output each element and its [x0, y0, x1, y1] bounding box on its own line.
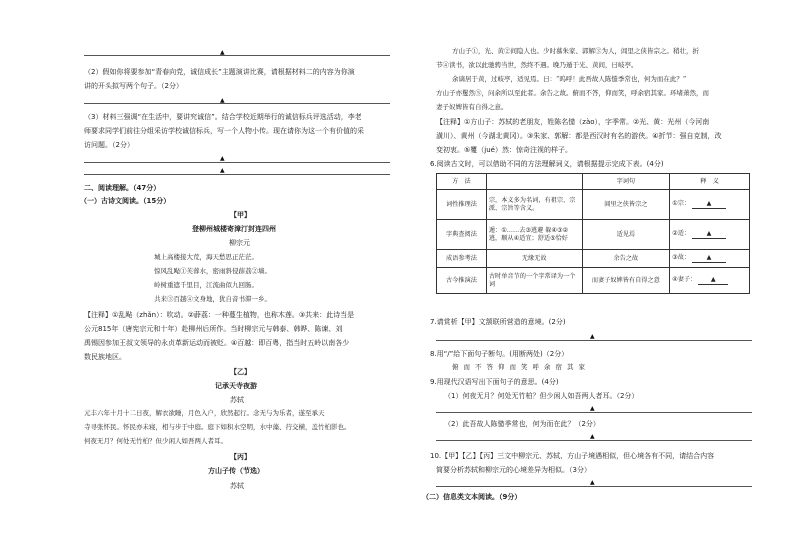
text-c-label: 【丙】	[230, 453, 251, 461]
annotation-text: 数民族地区。	[84, 353, 126, 361]
poem-line: 城上高楼接大荒，海天愁思正茫茫。	[154, 253, 258, 261]
table-row	[437, 250, 750, 268]
text-c-author: 苏轼	[230, 482, 244, 490]
question-9-2: （2）此吾故人陈慥季常也，何为而在此？（2分）	[444, 420, 600, 428]
passage-line: 何夜无月？何处无竹柏？但少闲人如吾两人者耳。	[84, 437, 227, 445]
table-cell: 词性推理法	[437, 190, 487, 220]
answer-blank[interactable]: ▲	[692, 200, 726, 209]
table-cell-answer	[670, 250, 750, 268]
table-row	[437, 268, 750, 294]
answer-line	[436, 486, 752, 487]
answer-marker-icon: ▲	[220, 97, 225, 104]
table-cell: ④妻子：	[672, 276, 697, 284]
table-cell: ①宗：	[672, 200, 691, 208]
answer-line	[436, 440, 752, 441]
question-3-text-cont: 师要求同学们前往分组采访学校诚信标兵，写一个人物小传。现在请你为这一个有价值的采	[84, 127, 364, 135]
table-cell: 余告之故	[582, 250, 670, 268]
answer-blank[interactable]: ▲	[692, 254, 726, 263]
answer-marker-icon: ▲	[590, 333, 595, 340]
table-cell: 宗，本义多为名词，有祖宗、宗派、宗旨等含义。	[486, 190, 582, 220]
poem-line: 共来③百越④文身地，犹自音书滞一乡。	[154, 295, 271, 303]
text-b-author: 苏轼	[230, 396, 244, 404]
table-cell: 成语参考法	[437, 250, 487, 268]
answer-marker-icon: ▲	[590, 479, 595, 486]
annotation-text: 禹锡因参加王叔文领导的永贞革新运动而被贬。④百越：即百粤，指当时五岭以南各少	[84, 339, 350, 347]
question-10: 10.【甲】【乙】【丙】三文中柳宗元、苏轼、方山子境遇相似，但心境各有不同，请结合内容	[430, 452, 715, 460]
table-cell: ②适：	[672, 230, 691, 238]
answer-marker-icon: ▲	[590, 405, 595, 412]
table-header	[486, 174, 582, 190]
answer-line	[84, 103, 390, 104]
annotation-text: 公元815年（唐宪宗元和十年）赴柳州后所作。当时柳宗元与韩泰、韩晔、陈谏、刘	[84, 325, 343, 333]
table-cell-answer	[670, 190, 750, 220]
question-9: 9.用现代汉语写出下面句子的意思。(4分)	[430, 378, 559, 386]
table-cell: 遁：①……去③逃避 躲④③②逃，顺从④适宜；舒适⑤恰好	[486, 220, 582, 250]
vocab-table	[436, 173, 750, 294]
passage-line: 方山子①，光、黄②间隐人也。少时慕朱家、郭解③为人，闾里之侠皆宗之。稍壮，折	[452, 47, 699, 55]
table-header: 释 义	[670, 174, 750, 190]
answer-line	[436, 340, 752, 341]
table-cell-answer	[670, 220, 750, 250]
text-a-title: 登柳州城楼寄漳汀封连四州	[192, 225, 276, 233]
table-row	[437, 190, 750, 220]
text-c-title: 方山子传（节选）	[208, 467, 264, 475]
poem-line: 岭树重遮千里目，江流曲似九回肠。	[154, 281, 258, 289]
question-2-text-cont: 讲的开头拟写两个句子。（2分）	[84, 82, 183, 90]
table-cell: 适见焉	[582, 220, 670, 250]
section-2-subtitle: （一）古诗文阅读。（15分）	[80, 197, 171, 205]
passage-line: 妻子奴婢皆有自得之意。	[436, 103, 508, 111]
answer-marker-icon: ▲	[590, 433, 595, 440]
text-b-title: 记承天寺夜游	[215, 382, 257, 390]
table-cell: 字典查阅法	[437, 220, 487, 250]
table-cell: ③故：	[672, 254, 691, 262]
annotation-text: 【注释】①乱飐（zhǎn）：吹动。②薜荔：一种蔓生植物，也称木莲。③共来：此诗当是	[84, 311, 355, 319]
passage-line: 节④读书，欲以此驰骋当世，然终不遇。晚乃遁于光、黄间，曰岐亭。	[436, 61, 638, 69]
table-header: 字词句	[582, 174, 670, 190]
table-cell-answer	[670, 268, 750, 294]
question-7: 7.请赏析【甲】文颔联所营造的意境。(2分)	[430, 318, 566, 326]
table-cell: 无缘无故	[486, 250, 582, 268]
table-header: 方 法	[437, 174, 487, 190]
answer-marker-icon: ▲	[220, 155, 225, 162]
passage-line: 寺寻张怀民。怀民亦未寝，相与步于中庭。庭下如积水空明，水中藻、荇交横，盖竹柏影也。	[84, 423, 351, 431]
answer-line	[84, 162, 390, 163]
answer-blank[interactable]: ▲	[692, 230, 726, 239]
passage-line: 余谪居于黄，过岐亭，适见焉。曰：“呜呼！此吾故人陈慥季常也，何为而在此？”	[452, 75, 687, 83]
text-a-label: 【甲】	[230, 211, 251, 219]
section-b-title: （二）信息类文本阅读。（9分）	[422, 493, 522, 501]
table-cell: 闾里之侠皆宗之	[582, 190, 670, 220]
passage-line: 方山子亦矍然⑤，问余所以至此者。余告之故。俯而不答，仰而笑，呼余宿其家。环堵萧然，而	[436, 89, 709, 97]
question-2-text: （2）假如你将要参加“青春向党，诚信成长”主题演讲比赛，请根据材料二的内容为你演	[84, 68, 355, 76]
answer-line	[436, 412, 752, 413]
answer-line	[84, 55, 390, 56]
table-row	[437, 220, 750, 250]
question-6: 6.阅读古文时，可以借助不同的方法理解词义，请根据提示完成下表。(4分)	[430, 160, 664, 168]
question-3-text-cont: 访问题。（2分）	[84, 141, 134, 149]
answer-marker-icon: ▲	[220, 167, 225, 174]
table-cell: 古今推演法	[437, 268, 487, 294]
text-a-author: 柳宗元	[229, 239, 250, 247]
sentence-to-punctuate: 俯而不答仰而笑呼余宿其家	[452, 363, 590, 371]
question-10-cont: 简要分析苏轼和柳宗元的心境差异为相似。（3分）	[436, 466, 591, 474]
poem-line: 惊风乱飐①芙蓉水，密雨斜侵薜荔②墙。	[154, 267, 271, 275]
passage-line: 元丰六年十月十二日夜，解衣欲睡，月色入户，欣然起行。念无与为乐者，遂至承天	[84, 409, 325, 417]
table-cell: 古时单音节的一个字常译为一个词	[486, 268, 582, 294]
table-cell: 而妻子奴婢皆有自得之意	[582, 268, 670, 294]
text-b-label: 【乙】	[230, 368, 251, 376]
annotation-text: 变初衷。⑤矍（jué）然：惊奇注视的样子。	[436, 146, 572, 154]
question-8: 8.用“/”给下面句子断句。(用断两处)（2分）	[430, 350, 569, 358]
answer-line	[84, 174, 390, 175]
question-3-text: （3）材料三强调“在生活中，要讲究诚信”。结合学校近期举行的诚信标兵评选活动，李老	[84, 113, 362, 121]
section-2-title: 二、阅读理解。（47分）	[84, 184, 161, 192]
answer-marker-icon: ▲	[220, 49, 225, 56]
annotation-text: 潢川）、黄州（今湖北黄冈）。③朱家、郭解：都是西汉时有名的游侠。④折节：强自克制，改	[436, 132, 722, 140]
answer-blank[interactable]: ▲	[698, 276, 728, 285]
question-9-1: （1）何夜无月？何处无竹柏？但少闲人如吾两人者耳。（2分）	[444, 392, 639, 400]
annotation-text: 【注释】①方山子：苏轼的老朋友，姓陈名慥（zào），字季常。②光、黄：光州（今河南	[436, 118, 710, 126]
